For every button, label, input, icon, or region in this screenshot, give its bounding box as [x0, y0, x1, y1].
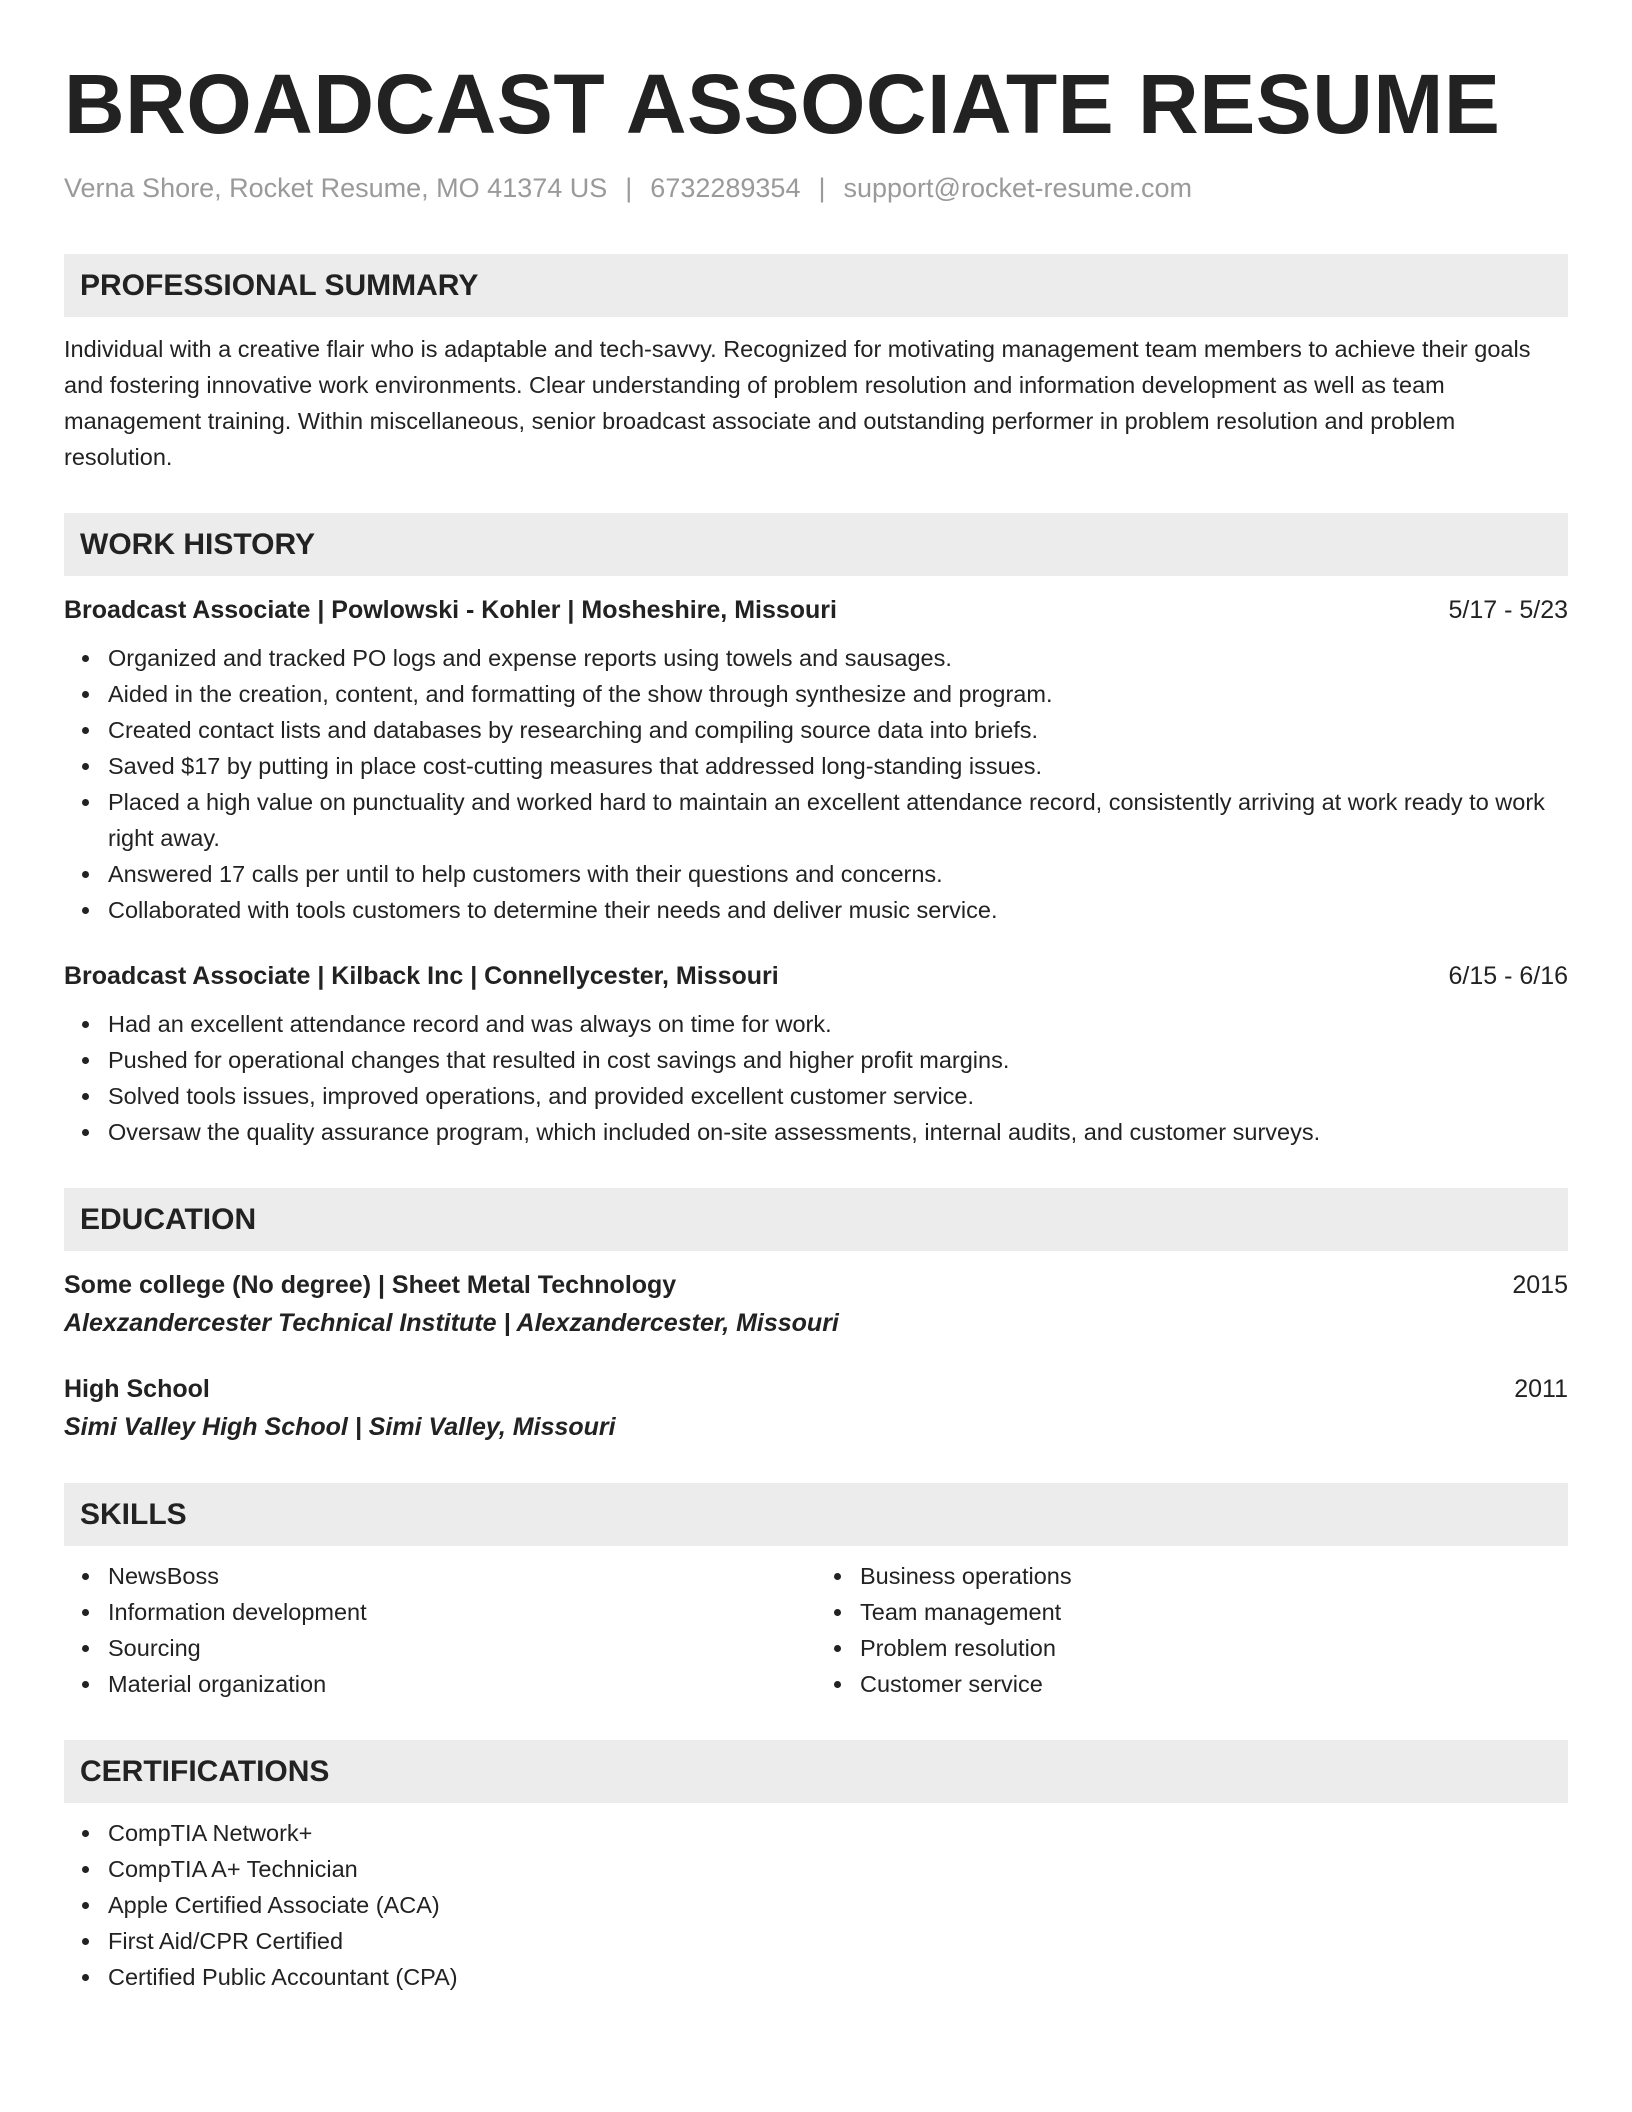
contact-address: Verna Shore, Rocket Resume, MO 41374 US	[64, 173, 608, 203]
list-item: Problem resolution	[860, 1630, 1568, 1666]
list-item: Business operations	[860, 1558, 1568, 1594]
certifications-list	[64, 1815, 1568, 1995]
list-item: Apple Certified Associate (ACA)	[108, 1887, 1568, 1923]
education-school: Alexzandercester Technical Institute | Alexzandercester, Missouri	[64, 1309, 839, 1337]
list-item: CompTIA A+ Technician	[108, 1851, 1568, 1887]
list-item: Answered 17 calls per until to help customers with their questions and concerns.	[108, 856, 1568, 892]
section-header-skills: SKILLS	[64, 1483, 1568, 1546]
list-item: First Aid/CPR Certified	[108, 1923, 1568, 1959]
education-year: 2011	[1514, 1375, 1568, 1403]
job-dates: 5/17 - 5/23	[1448, 596, 1568, 624]
list-item: Saved $17 by putting in place cost-cutting measures that addressed long-standing issues.	[108, 748, 1568, 784]
skills-list	[816, 1558, 1568, 1702]
job-bullets	[64, 640, 1568, 928]
list-item: Oversaw the quality assurance program, which included on-site assessments, internal audits, and customer surveys.	[108, 1114, 1568, 1150]
skills-column-left	[64, 1546, 816, 1702]
job-title: Broadcast Associate | Kilback Inc | Connellycester, Missouri	[64, 962, 779, 990]
education-degree: Some college (No degree) | Sheet Metal Technology	[64, 1271, 677, 1299]
education-degree: High School	[64, 1375, 210, 1403]
education-entry	[64, 1267, 1568, 1341]
list-item: Organized and tracked PO logs and expense reports using towels and sausages.	[108, 640, 1568, 676]
list-item: Information development	[108, 1594, 816, 1630]
list-item: Pushed for operational changes that resulted in cost savings and higher profit margins.	[108, 1042, 1568, 1078]
skills-grid	[64, 1546, 1568, 1702]
section-header-work-history: WORK HISTORY	[64, 513, 1568, 576]
section-header-education: EDUCATION	[64, 1188, 1568, 1251]
contact-separator: |	[625, 173, 633, 203]
list-item: Material organization	[108, 1666, 816, 1702]
job-header	[64, 958, 1568, 994]
list-item: Sourcing	[108, 1630, 816, 1666]
contact-separator: |	[818, 173, 826, 203]
list-item: Aided in the creation, content, and formatting of the show through synthesize and program.	[108, 676, 1568, 712]
contact-phone: 6732289354	[650, 173, 801, 203]
list-item: Solved tools issues, improved operations, and provided excellent customer service.	[108, 1078, 1568, 1114]
list-item: NewsBoss	[108, 1558, 816, 1594]
list-item: Collaborated with tools customers to determine their needs and deliver music service.	[108, 892, 1568, 928]
list-item: Team management	[860, 1594, 1568, 1630]
skills-column-right	[816, 1546, 1568, 1702]
section-header-certifications: CERTIFICATIONS	[64, 1740, 1568, 1803]
job-entry	[64, 592, 1568, 928]
skills-list	[64, 1558, 816, 1702]
contact-line	[64, 170, 1568, 206]
education-year: 2015	[1512, 1271, 1568, 1299]
job-dates: 6/15 - 6/16	[1448, 962, 1568, 990]
summary-text: Individual with a creative flair who is adaptable and tech-savvy. Recognized for motivating management team members to achieve their goals and fostering innovative work environments. Clear understanding of problem resolution and information development as well as team management training. Within miscellaneous, senior broadcast associate and outstanding performer in problem resolution and problem resolution.	[64, 336, 1531, 470]
section-header-summary: PROFESSIONAL SUMMARY	[64, 254, 1568, 317]
job-bullets	[64, 1006, 1568, 1150]
list-item: Placed a high value on punctuality and worked hard to maintain an excellent attendance record, consistently arriving at work ready to work right away.	[108, 784, 1568, 856]
list-item: Had an excellent attendance record and was always on time for work.	[108, 1006, 1568, 1042]
contact-email: support@rocket-resume.com	[843, 173, 1193, 203]
education-entry	[64, 1371, 1568, 1445]
resume-title: BROADCAST ASSOCIATE RESUME	[64, 57, 1501, 151]
list-item: Certified Public Accountant (CPA)	[108, 1959, 1568, 1995]
education-school: Simi Valley High School | Simi Valley, Missouri	[64, 1413, 616, 1441]
job-title: Broadcast Associate | Powlowski - Kohler | Mosheshire, Missouri	[64, 596, 837, 624]
list-item: Customer service	[860, 1666, 1568, 1702]
list-item: Created contact lists and databases by researching and compiling source data into briefs.	[108, 712, 1568, 748]
education-header	[64, 1267, 1568, 1303]
job-header	[64, 592, 1568, 628]
job-entry	[64, 958, 1568, 1150]
list-item: CompTIA Network+	[108, 1815, 1568, 1851]
education-header	[64, 1371, 1568, 1407]
